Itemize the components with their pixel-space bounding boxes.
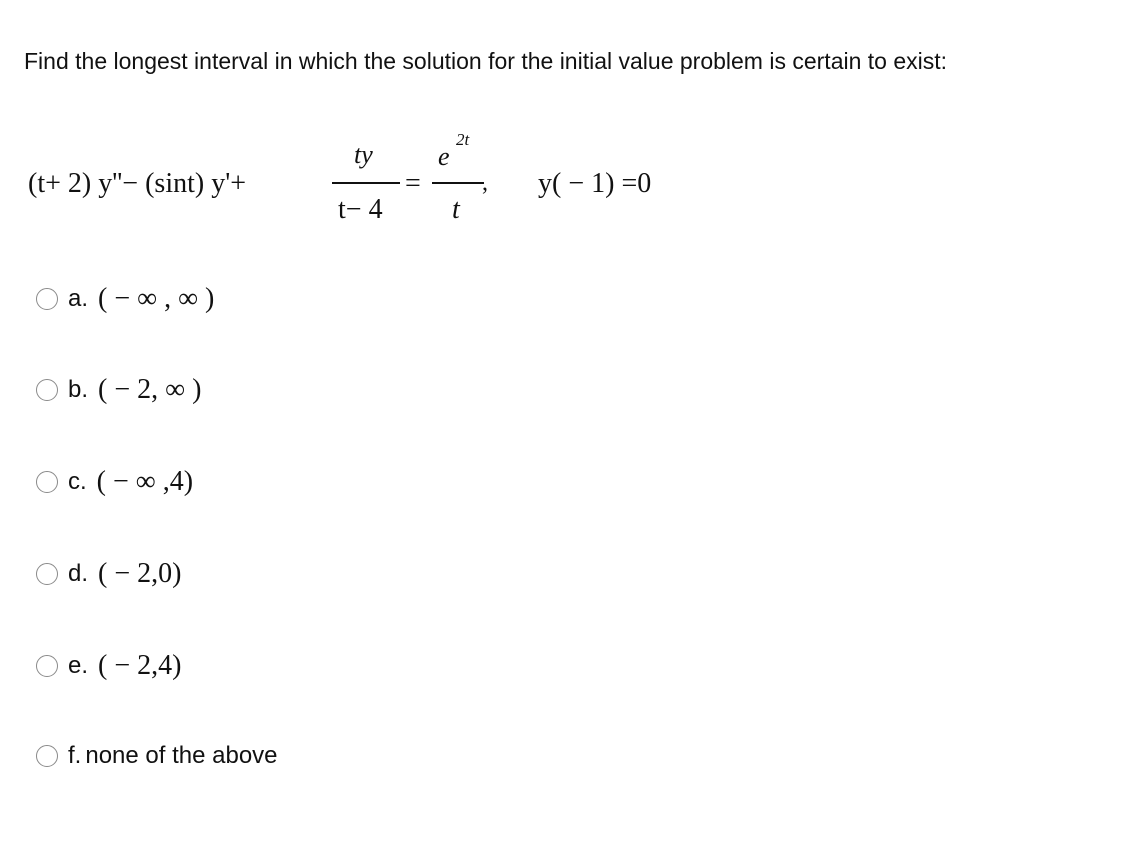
option-a[interactable] bbox=[36, 283, 214, 315]
initial-condition: y( − 1) =0 bbox=[538, 168, 652, 199]
option-f[interactable] bbox=[36, 742, 278, 770]
option-letter: e. bbox=[68, 652, 89, 679]
option-math: ( − 2,0) bbox=[98, 558, 182, 589]
option-math: ( − 2,4) bbox=[98, 650, 182, 681]
option-letter: d. bbox=[68, 560, 89, 587]
equation-comma: , bbox=[482, 170, 488, 196]
option-d[interactable] bbox=[36, 558, 181, 590]
radio-button[interactable] bbox=[36, 655, 58, 677]
option-math: ( − 2, ∞ ) bbox=[98, 374, 202, 405]
option-b[interactable] bbox=[36, 374, 201, 406]
option-e[interactable] bbox=[36, 650, 181, 682]
radio-button[interactable] bbox=[36, 563, 58, 585]
option-letter: c. bbox=[68, 468, 87, 495]
radio-button[interactable] bbox=[36, 745, 58, 767]
option-letter: b. bbox=[68, 376, 89, 403]
differential-equation bbox=[28, 130, 728, 240]
fraction2-denominator: t bbox=[452, 194, 460, 225]
fraction1-numerator: ty bbox=[354, 140, 373, 169]
option-math: ( − ∞ ,4) bbox=[96, 466, 194, 497]
equals-sign: = bbox=[405, 168, 421, 199]
option-math: ( − ∞ , ∞ ) bbox=[98, 283, 215, 314]
radio-button[interactable] bbox=[36, 379, 58, 401]
equation-lhs: (t+ 2) y''− (sint) y'+ bbox=[28, 168, 247, 199]
fraction2-numerator-exponent: 2t bbox=[456, 130, 470, 149]
question-text: Find the longest interval in which the solution for the initial value problem is certain to exist: bbox=[24, 48, 948, 74]
fraction1-denominator: t− 4 bbox=[338, 194, 383, 225]
option-c[interactable] bbox=[36, 466, 193, 498]
option-letter: a. bbox=[68, 285, 89, 312]
option-text: none of the above bbox=[85, 742, 278, 769]
fraction2-numerator-base: e bbox=[438, 142, 450, 171]
fraction2-bar bbox=[432, 182, 484, 184]
radio-button[interactable] bbox=[36, 471, 58, 493]
fraction1-bar bbox=[332, 182, 400, 184]
radio-button[interactable] bbox=[36, 288, 58, 310]
option-letter: f. bbox=[68, 742, 82, 769]
